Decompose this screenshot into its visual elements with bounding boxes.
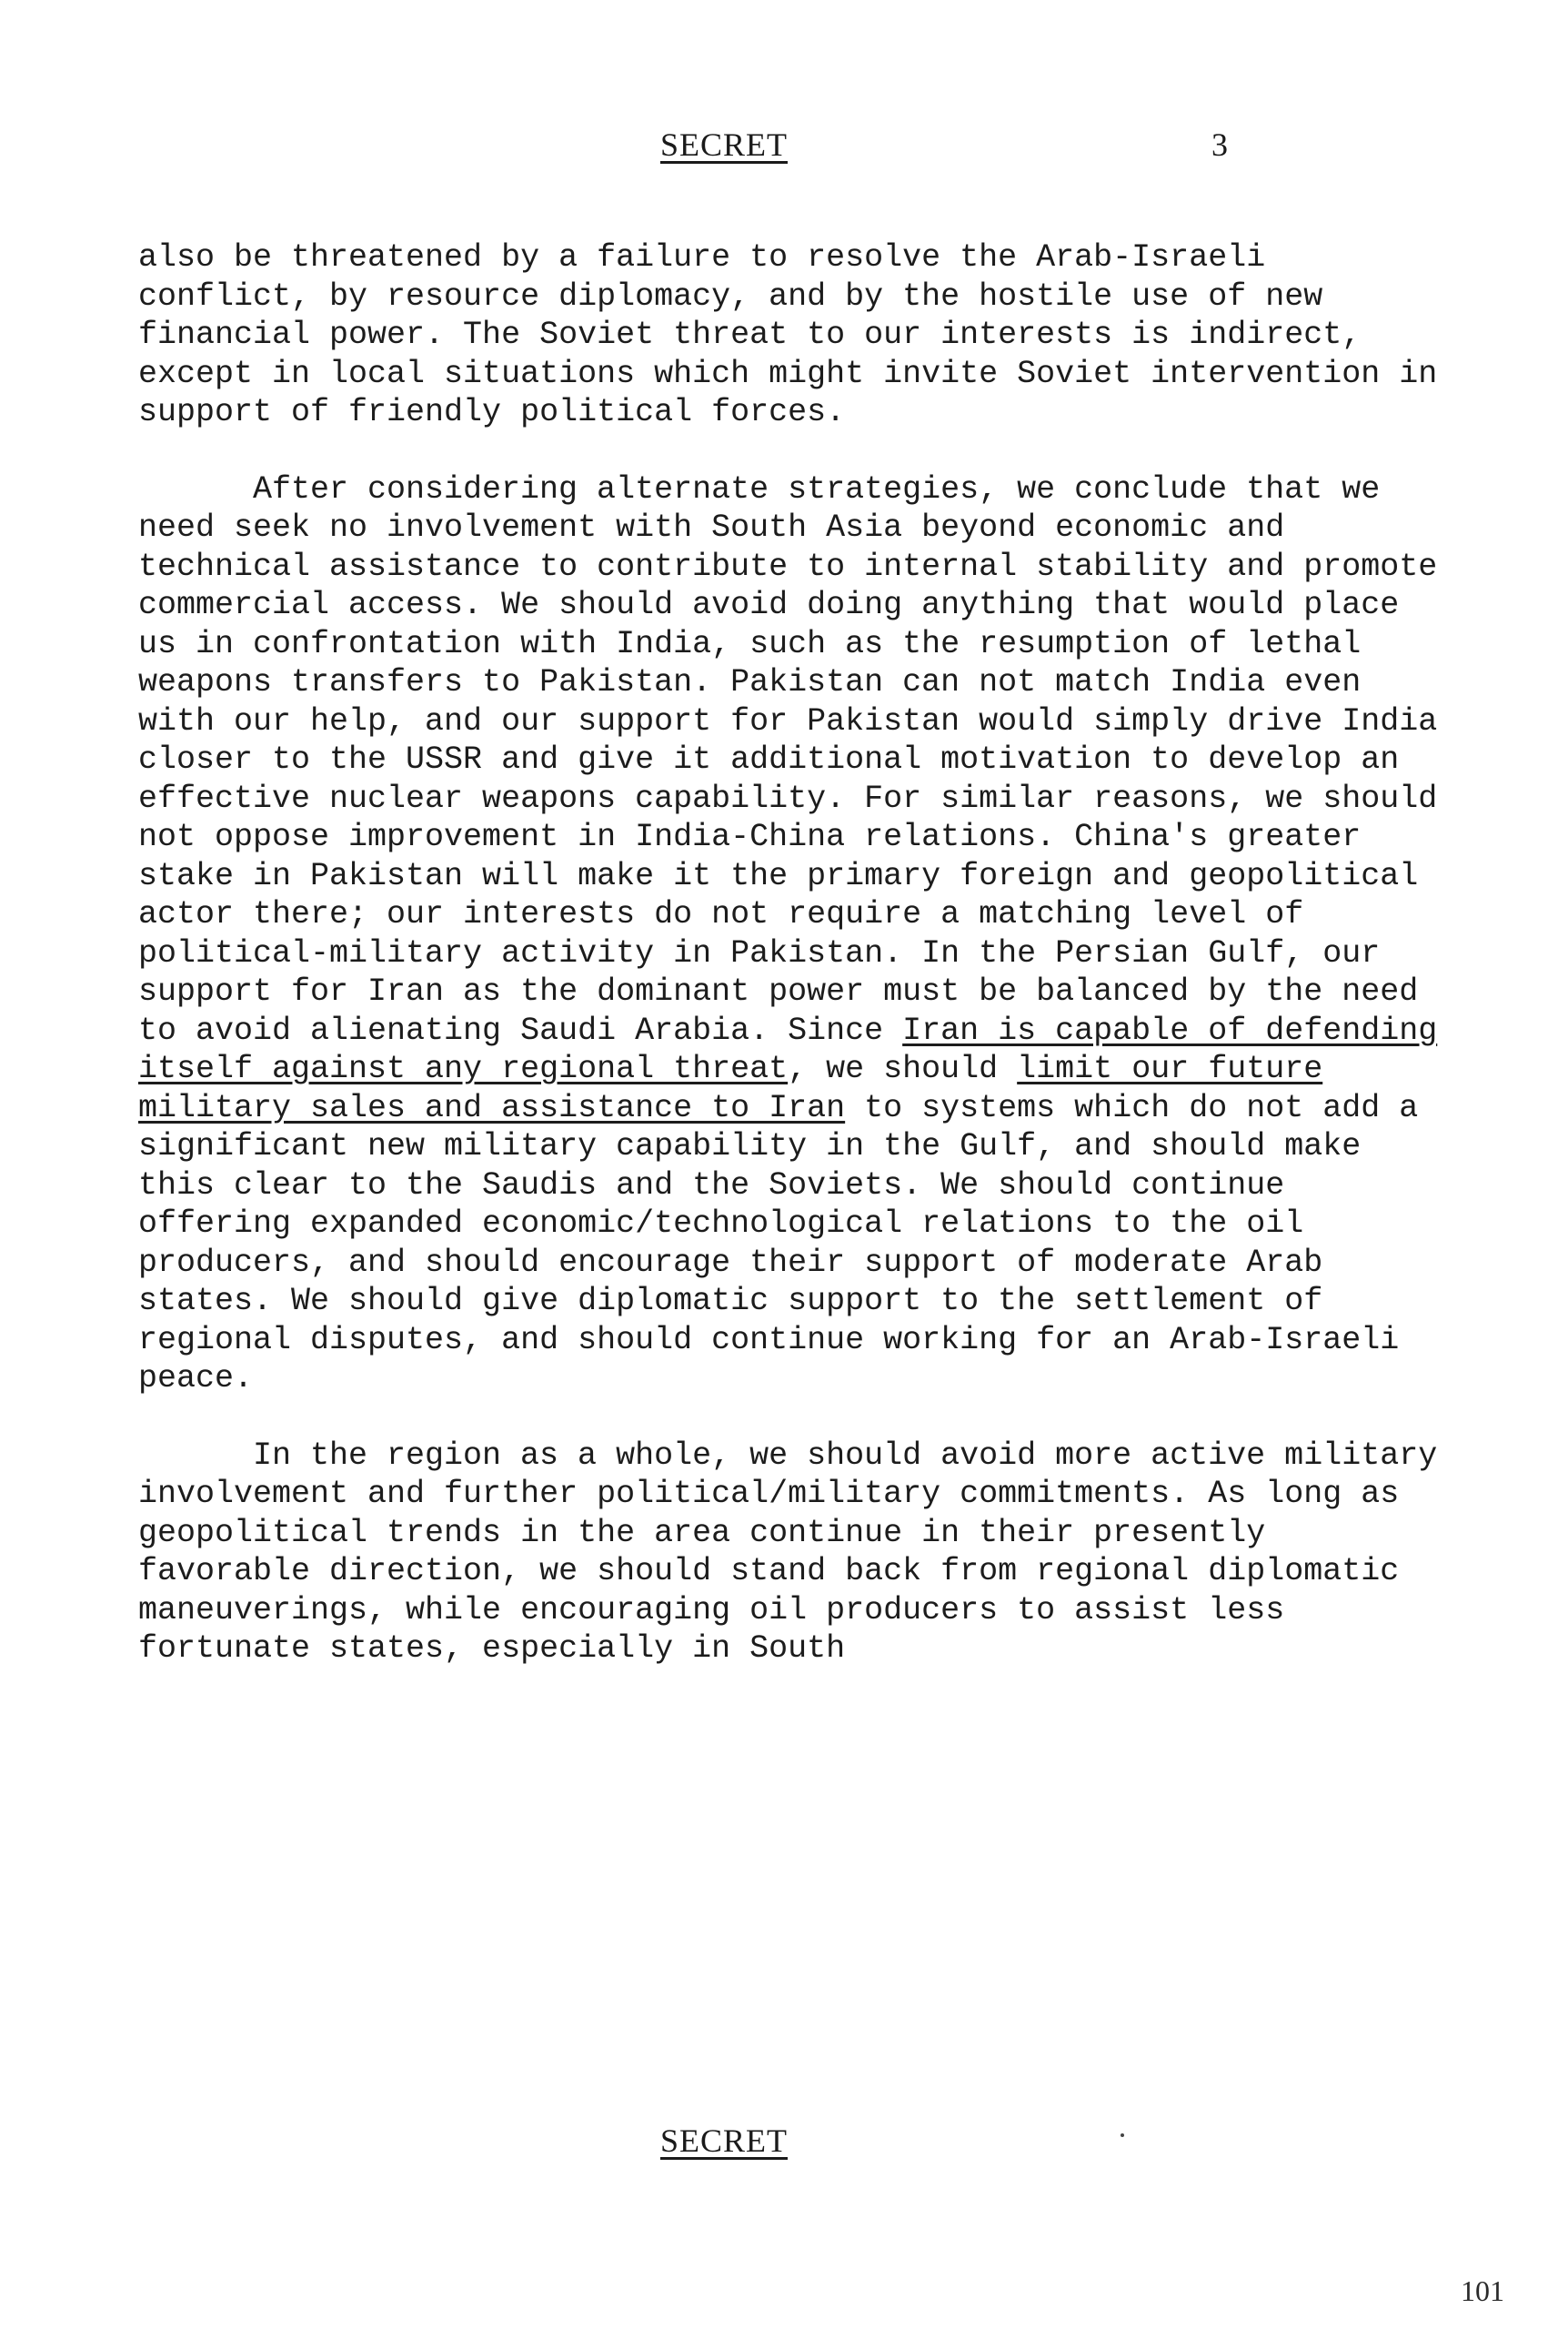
page-number: 3 bbox=[1211, 126, 1228, 163]
classification-header: SECRET bbox=[659, 126, 788, 163]
paragraph-1: also be threatened by a failure to resolve the Arab-Israeli conflict, by resource diplomacy, and by the hostile use of new financial power. The Soviet threat to our interests is indirect, except in local situations which might invite Soviet intervention in support of friendly political forces. bbox=[138, 239, 1438, 430]
scan-speck bbox=[1121, 2133, 1124, 2137]
classification-footer: SECRET bbox=[659, 2122, 788, 2159]
paragraph-2-underlined-clause-2: limit our future military sales and assistance to Iran bbox=[138, 1051, 1323, 1126]
document-body bbox=[138, 238, 1439, 1707]
paragraph-2 bbox=[138, 470, 1439, 1398]
paragraph-2-text-after: to systems which do not add a significant new military capability in the Gulf, and should make this clear to the Saudis and the Soviets. We should continue offering expanded economic/technological relations to the oil producers, and should encourage their support of moderate Arab states. We should give diplomatic support to the settlement of regional disputes, and should continue working for an Arab-Israeli peace. bbox=[138, 1089, 1419, 1396]
paragraph-3: In the region as a whole, we should avoid more active military involvement and further political/military commitments. As long as geopolitical trends in the area continue in their presently favorable direction, we should stand back from regional diplomatic maneuverings, while encouraging oil producers to assist less fortunate states, especially in South bbox=[138, 1437, 1438, 1667]
paragraph-2-underlined-clause: Iran is capable of defending itself against any regional threat bbox=[138, 1012, 1438, 1087]
archive-page-number: 101 bbox=[1461, 2274, 1504, 2307]
paragraph-2-text-before: After considering alternate strategies, we conclude that we need seek no involvement with South Asia beyond economic and technical assistance to contribute to internal stability and promote commercial access. We should avoid doing anything that would place us in confrontation with India, such as the resumption of lethal weapons transfers to Pakistan. Pakistan can not match India even with our help, and our support for Pakistan would simply drive India closer to the USSR and give it additional motivation to develop an effective nuclear weapons capability. For similar reasons, we should not oppose improvement in India-China relations. China's greater stake in Pakistan will make it the primary foreign and geopolitical actor there; our interests do not require a matching level of political-military activity in Pakistan. In the Persian Gulf, our support for Iran as the dominant power must be balanced by the need to avoid alienating Saudi Arabia. Since bbox=[138, 470, 1438, 1049]
paragraph-2-text-middle: , we should bbox=[788, 1051, 1018, 1087]
